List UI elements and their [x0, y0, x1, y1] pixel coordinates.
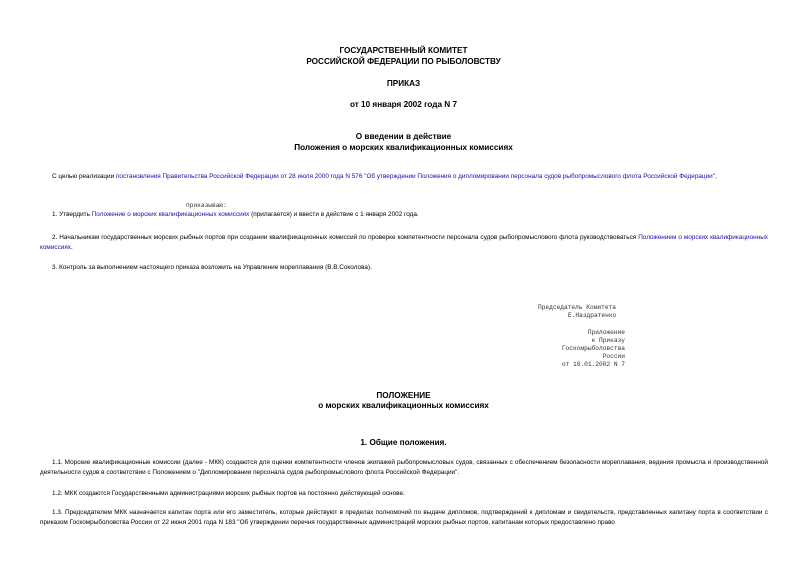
order-word: приказываю:	[186, 202, 227, 209]
org-name-line1: ГОСУДАРСТВЕННЫЙ КОМИТЕТ	[339, 46, 468, 55]
item-1-text: 1. Утвердить	[52, 211, 92, 218]
doc-date: от 10 января 2002 года N 7	[349, 100, 458, 109]
government-decree-link[interactable]: постановления Правительства Российской Федерации от 28 июля 2000 года N 576 "Об утверждении Положения о дипломировании персонала судов рыбопромыслового флота Российской Федерации"	[115, 173, 715, 180]
doc-title-line1: О введении в действие	[355, 132, 452, 141]
doc-type: ПРИКАЗ	[386, 79, 421, 88]
intro-text: С целью реализации	[52, 173, 116, 180]
item-2-text-end: .	[71, 243, 73, 251]
appendix-line5: от 10.01.2002 N 7	[561, 361, 625, 368]
regulation-link[interactable]: Положение о морских квалификационных комиссиях	[91, 211, 250, 218]
appendix-line3: Госкомрыболовства	[561, 345, 625, 352]
appendix-line1: Приложение	[587, 329, 625, 336]
doc-title-line2: Положения о морских квалификационных комиссиях	[294, 143, 513, 152]
org-name-line2: РОССИЙСКОЙ ФЕДЕРАЦИИ ПО РЫБОЛОВСТВУ	[306, 57, 501, 66]
item-2	[40, 233, 768, 252]
signature-title: Председатель Комитета	[538, 304, 616, 311]
section-1-heading: 1. Общие положения.	[360, 438, 447, 447]
regulation-title: ПОЛОЖЕНИЕ	[376, 391, 431, 400]
paragraph-1-3: 1.3. Председателем МКК назначается капитан порта или его заместитель, которые действуют в пределах полномочий по выдаче дипломов, подтверждений к дипломам и свидетельств, представленных капитану порта в соответствии с приказом Госкомрыболовства России от 22 июня 2001 года N 183 "Об утверждении перечня государственных администраций морских рыбных портов, капитанам которых предоставлено право	[40, 509, 768, 526]
signature-name: Е.Наздратенко	[568, 312, 617, 319]
regulation-subtitle: о морских квалификационных комиссиях	[318, 401, 489, 410]
regulation-link-2[interactable]: Положением о морских квалификационных комиссиях	[40, 234, 768, 251]
item-3: 3. Контроль за выполнением настоящего приказа возложить на Управление мореплавания (В.В.Соколова).	[52, 264, 372, 271]
intro-paragraph	[40, 172, 768, 182]
paragraph-1-2: 1.2. МКК создаются Государственными администрациями морских рыбных портов на постоянно действующей основе.	[52, 490, 405, 497]
item-1-text-end: (прилагается) и ввести в действие с 1 января 2002 года.	[249, 211, 419, 218]
item-1	[40, 210, 768, 220]
appendix-line2: к Приказу	[591, 337, 625, 344]
item-2-text: 2. Начальникам государственных морских рыбных портов при создании квалификационных комиссий по проверке компетентности персонала судов рыбопромыслового флота руководствоваться	[52, 234, 639, 241]
intro-text-end: ,	[715, 173, 717, 180]
appendix-line4: России	[602, 353, 625, 360]
paragraph-1-1: 1.1. Морские квалификационные комиссии (далее - МКК) создаются для оценки компетентности членов экипажей рыбопромысловых судов, связанных с обеспечением безопасности мореплавания, ведения промысла и производственной деятельности судов в соответствии с Положением о "Дипломировании персонала судов рыбопромыслового флота Российской Федерации".	[40, 459, 768, 476]
